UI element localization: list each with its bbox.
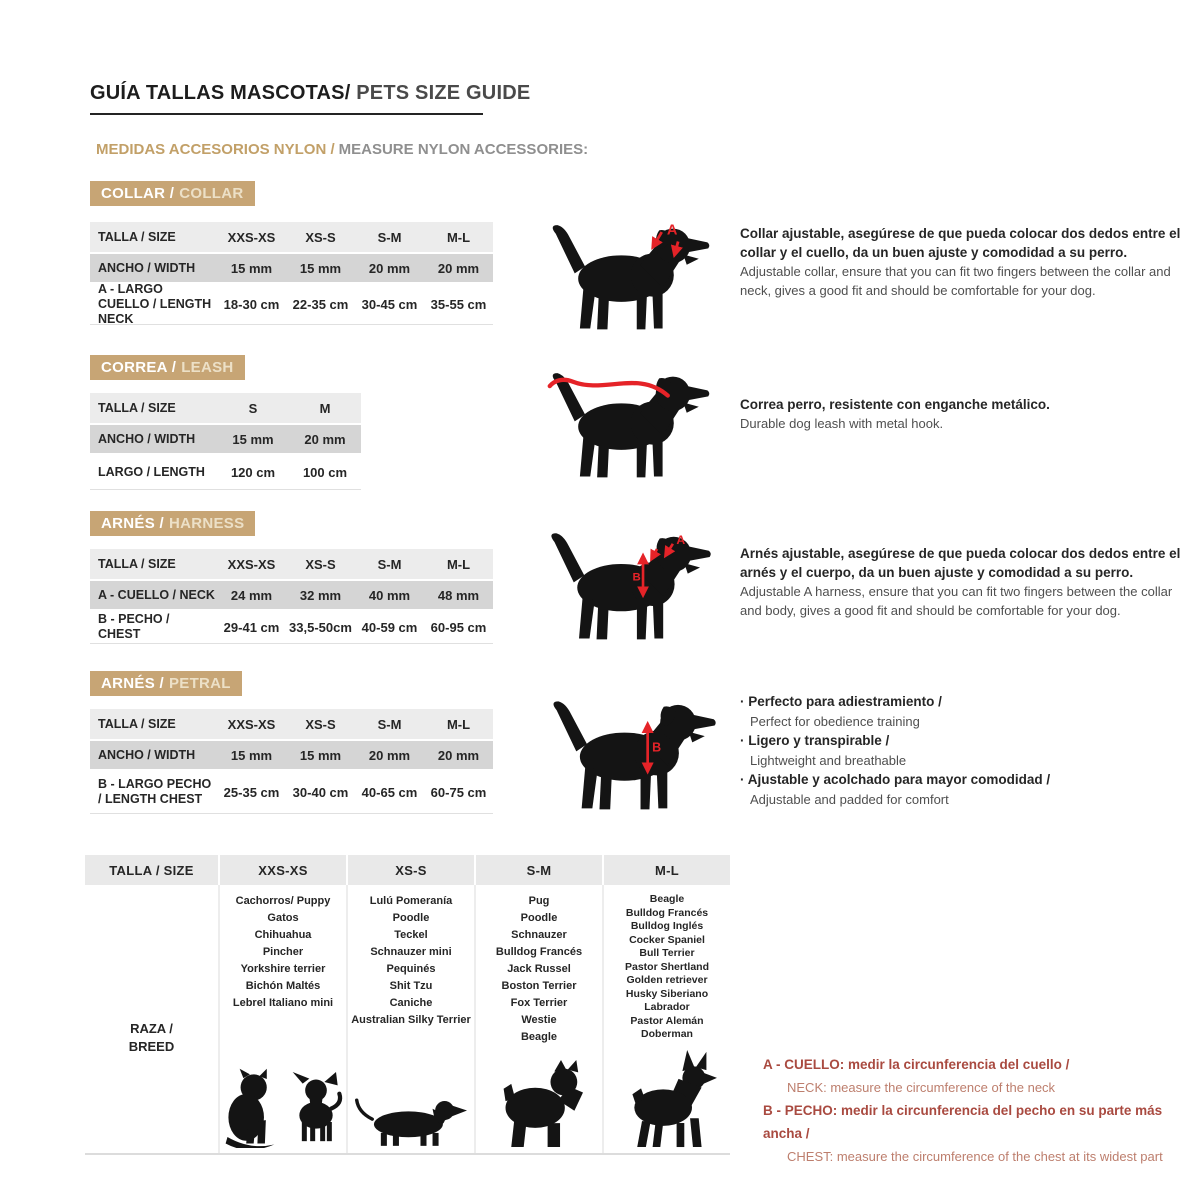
table-cell: 33,5-50cm xyxy=(289,619,352,635)
note-b-es: B - PECHO: medir la circunferencia del pecho en su parte más ancha / xyxy=(763,1103,1163,1141)
harness-dog-icon xyxy=(543,528,715,642)
table-row xyxy=(90,611,493,644)
table-cell: 18-30 cm xyxy=(223,296,280,312)
schnauzer-icon xyxy=(493,1060,585,1148)
table-cell: ANCHO / WIDTH xyxy=(98,431,196,446)
breed-item: Teckel xyxy=(394,929,428,941)
breed-item: Chihuahua xyxy=(254,929,312,941)
table-row xyxy=(90,549,493,579)
m-l-silhouettes xyxy=(604,1050,730,1148)
table-cell: 60-75 cm xyxy=(430,784,487,800)
table-cell: 25-35 cm xyxy=(223,784,280,800)
table-cell: S-M xyxy=(476,855,602,885)
table-cell: XXS-XS xyxy=(227,716,276,732)
breed-item: Yorkshire terrier xyxy=(240,963,326,975)
breed-item: Beagle xyxy=(649,893,685,905)
table-cell: XS-S xyxy=(305,716,336,732)
table-row xyxy=(90,455,361,490)
badge-label-es: ARNÉS / xyxy=(101,675,164,692)
collar-marker-a: A xyxy=(666,222,678,239)
breed-item: Pastor Alemán xyxy=(630,1014,704,1027)
leash-description xyxy=(740,395,1192,434)
table-cell: B - PECHO / CHEST xyxy=(98,612,170,641)
harness-desc-en: Adjustable A harness, ensure that you can fit two fingers between the collar and body, gives a good fit and should be comfortable for your dog. xyxy=(740,584,1173,618)
s-m-silhouettes xyxy=(476,1060,602,1148)
table-cell: A - CUELLO / NECK xyxy=(98,587,215,602)
table-cell: S-M xyxy=(377,716,402,732)
breed-item: Shit Tzu xyxy=(389,980,433,992)
chihuahua-icon xyxy=(286,1066,346,1148)
table-cell: S xyxy=(248,400,258,416)
badge-label-es: ARNÉS / xyxy=(101,515,164,532)
table-cell: TALLA / SIZE xyxy=(85,855,218,885)
breed-item: Pequinés xyxy=(386,963,436,975)
badge-label-en: HARNESS xyxy=(168,515,245,532)
harness-desc-es: Arnés ajustable, asegúrese de que pueda colocar dos dedos entre el arnés y el cuerpo, da un buen ajuste y comodidad a su perro. xyxy=(740,546,1181,580)
table-cell: XS-S xyxy=(305,556,336,572)
breed-list xyxy=(220,885,346,1012)
collar-desc-en: Adjustable collar, ensure that you can fit two fingers between the collar and neck, gives a good fit and should be comfortable for your dog. xyxy=(740,264,1171,298)
page-subtitle-es: MEDIDAS ACCESORIOS NYLON / xyxy=(96,141,335,158)
table-cell: 20 mm xyxy=(368,747,411,763)
harness-marker-a: A xyxy=(676,532,686,547)
note-b-en: CHEST: measure the circumference of the chest at its widest part xyxy=(787,1149,1163,1164)
table-cell: 32 mm xyxy=(299,587,342,603)
table-cell: 40-65 cm xyxy=(361,784,418,800)
breed-item: Bulldog Francés xyxy=(495,946,583,958)
table-cell: M xyxy=(319,400,331,416)
xs-s-silhouettes xyxy=(348,1092,474,1148)
breed-item: Bichón Maltés xyxy=(245,980,321,992)
table-cell: 15 mm xyxy=(232,431,274,447)
table-cell: 30-40 cm xyxy=(292,784,349,800)
page-title-es: GUÍA TALLAS MASCOTAS/ xyxy=(90,82,351,104)
table-cell: XS-S xyxy=(348,855,474,885)
badge-label-en: PETRAL xyxy=(168,675,231,692)
breed-item: Pincher xyxy=(262,946,304,958)
table-cell: 24 mm xyxy=(230,587,273,603)
bullet-es: · Ligero y transpirable / xyxy=(740,731,1192,751)
table-cell: XXS-XS xyxy=(227,556,276,572)
table-row xyxy=(90,425,361,453)
breed-column-m-l xyxy=(602,885,730,1153)
collar-section-badge xyxy=(90,181,255,206)
breed-item: Poodle xyxy=(520,912,558,924)
bullet-en: Lightweight and breathable xyxy=(750,753,907,768)
breed-column-s-m xyxy=(474,885,602,1153)
page-subtitle-en: MEASURE NYLON ACCESSORIES: xyxy=(338,141,589,158)
breed-column-xs-s xyxy=(346,885,474,1153)
table-row xyxy=(90,741,493,769)
petral-section-badge xyxy=(90,671,242,696)
table-cell: 20 mm xyxy=(437,747,480,763)
note-a-es: A - CUELLO: medir la circunferencia del cuello / xyxy=(763,1057,1070,1072)
breed-item: Golden retriever xyxy=(626,974,708,986)
table-cell: 35-55 cm xyxy=(430,296,487,312)
page-subtitle xyxy=(96,141,588,158)
table-cell: 15 mm xyxy=(230,260,273,276)
note-a-en: NECK: measure the circumference of the neck xyxy=(787,1080,1056,1095)
table-cell: LARGO / LENGTH xyxy=(98,464,205,479)
table-cell: TALLA / SIZE xyxy=(98,716,176,731)
breed-item: Lulú Pomeranía xyxy=(369,895,453,907)
leash-dog-icon xyxy=(535,368,723,480)
harness-marker-b: B xyxy=(632,571,641,584)
collar-size-table xyxy=(90,222,493,327)
table-cell: ANCHO / WIDTH xyxy=(98,260,196,275)
table-cell: 15 mm xyxy=(299,747,342,763)
breed-item: Bull Terrier xyxy=(639,947,695,959)
petral-dog-icon xyxy=(545,696,720,812)
badge-label-es: CORREA / xyxy=(101,359,177,376)
badge-label-en: LEASH xyxy=(181,359,234,376)
petral-marker-b: B xyxy=(652,740,662,755)
table-cell: 15 mm xyxy=(299,260,342,276)
table-row xyxy=(90,581,493,609)
breed-item: Westie xyxy=(521,1014,557,1026)
petral-feature-list xyxy=(740,692,1192,809)
table-row xyxy=(90,709,493,739)
table-row xyxy=(90,222,493,252)
measurement-notes xyxy=(763,1053,1200,1168)
breed-list xyxy=(476,885,602,1046)
breed-item: Caniche xyxy=(389,997,433,1009)
breed-item: Cocker Spaniel xyxy=(629,933,705,946)
table-cell: 60-95 cm xyxy=(430,619,487,635)
leash-desc-en: Durable dog leash with metal hook. xyxy=(740,416,944,431)
table-cell: 48 mm xyxy=(437,587,480,603)
page-title-en: PETS SIZE GUIDE xyxy=(350,82,531,104)
breed-item: Doberman xyxy=(641,1028,693,1040)
breed-item: Jack Russel xyxy=(507,963,571,975)
leash-desc-es: Correa perro, resistente con enganche metálico. xyxy=(740,397,1050,412)
table-cell: B - LARGO PECHO / LENGTH CHEST xyxy=(98,777,212,806)
table-cell: M-L xyxy=(446,556,471,572)
leash-section-badge xyxy=(90,355,245,380)
breed-item: Gatos xyxy=(267,912,299,924)
table-cell: 30-45 cm xyxy=(361,296,418,312)
bullet-es: · Ajustable y acolchado para mayor comodidad / xyxy=(740,770,1192,790)
table-cell: XS-S xyxy=(305,229,336,245)
breed-item: Labrador xyxy=(644,1001,690,1013)
badge-label-es: COLLAR / xyxy=(101,185,175,202)
bullet-en: Adjustable and padded for comfort xyxy=(750,792,949,807)
breed-item: Schnauzer mini xyxy=(370,946,452,958)
breed-item: Pastor Shertland xyxy=(624,960,710,973)
petral-size-table xyxy=(90,709,493,816)
table-row xyxy=(90,393,361,423)
table-row xyxy=(90,281,493,326)
harness-size-table xyxy=(90,549,493,646)
badge-label-en: COLLAR xyxy=(179,185,244,202)
harness-section-badge xyxy=(90,511,255,536)
breed-item: Schnauzer xyxy=(511,929,567,941)
harness-description xyxy=(740,544,1192,620)
breed-item: Pug xyxy=(528,895,550,907)
table-row xyxy=(90,254,493,282)
collar-desc-es: Collar ajustable, asegúrese de que pueda colocar dos dedos entre el collar y el cuello, da un buen ajuste y comodidad a su perro. xyxy=(740,226,1181,260)
table-cell: M-L xyxy=(604,855,730,885)
bullet-en: Perfect for obedience training xyxy=(750,714,920,729)
table-cell: A - LARGO CUELLO / LENGTH NECK xyxy=(98,281,212,326)
breed-item: Lebrel Italiano mini xyxy=(232,997,334,1009)
table-cell: 100 cm xyxy=(302,464,348,480)
table-cell: 22-35 cm xyxy=(292,296,349,312)
breed-item: Bulldog Inglés xyxy=(630,920,704,932)
table-cell: TALLA / SIZE xyxy=(98,229,176,244)
breed-row-label xyxy=(85,1020,218,1056)
table-cell: 120 cm xyxy=(230,464,276,480)
breed-list xyxy=(348,885,474,1029)
breed-item: Poodle xyxy=(392,912,430,924)
breed-item: Cachorros/ Puppy xyxy=(235,895,331,907)
breed-item: Fox Terrier xyxy=(510,997,568,1009)
table-cell: S-M xyxy=(377,556,402,572)
collar-description xyxy=(740,224,1192,300)
breed-item: Husky Siberiano xyxy=(625,987,709,1000)
table-cell: TALLA / SIZE xyxy=(98,400,176,415)
breed-size-table xyxy=(85,855,730,1155)
collar-dog-icon xyxy=(543,220,715,332)
breed-item: Bulldog Francés xyxy=(625,906,709,919)
breed-item: Australian Silky Terrier xyxy=(351,1014,471,1026)
table-cell: ANCHO / WIDTH xyxy=(98,747,196,762)
table-cell: XXS-XS xyxy=(227,229,276,245)
table-cell: S-M xyxy=(377,229,402,245)
breed-item: Boston Terrier xyxy=(501,980,577,992)
table-cell: 40 mm xyxy=(368,587,411,603)
table-cell: M-L xyxy=(446,229,471,245)
breed-row-label-cell xyxy=(85,885,218,1153)
table-cell: TALLA / SIZE xyxy=(98,556,176,571)
breed-table-body xyxy=(85,885,730,1155)
bullet-es: · Perfecto para adiestramiento / xyxy=(740,692,1192,712)
page-title xyxy=(90,82,531,115)
dachshund-icon xyxy=(355,1092,467,1148)
xxs-xs-silhouettes xyxy=(220,1066,346,1148)
doberman-icon xyxy=(614,1050,720,1148)
table-cell: 20 mm xyxy=(368,260,411,276)
breed-row-label-es: RAZA / xyxy=(130,1021,173,1036)
table-cell: M-L xyxy=(446,716,471,732)
breed-row-label-en: BREED xyxy=(128,1039,175,1054)
table-cell: 29-41 cm xyxy=(223,619,280,635)
breed-table-header xyxy=(85,855,730,885)
table-row xyxy=(90,771,493,814)
cat-icon xyxy=(220,1068,278,1148)
table-cell: 20 mm xyxy=(437,260,480,276)
leash-size-table xyxy=(90,393,361,492)
table-cell: 40-59 cm xyxy=(361,619,418,635)
breed-list xyxy=(604,885,730,1042)
breed-item: Beagle xyxy=(520,1031,558,1043)
table-cell: 20 mm xyxy=(304,431,346,447)
breed-column-xxs-xs xyxy=(218,885,346,1153)
table-cell: XXS-XS xyxy=(220,855,346,885)
table-cell: 15 mm xyxy=(230,747,273,763)
